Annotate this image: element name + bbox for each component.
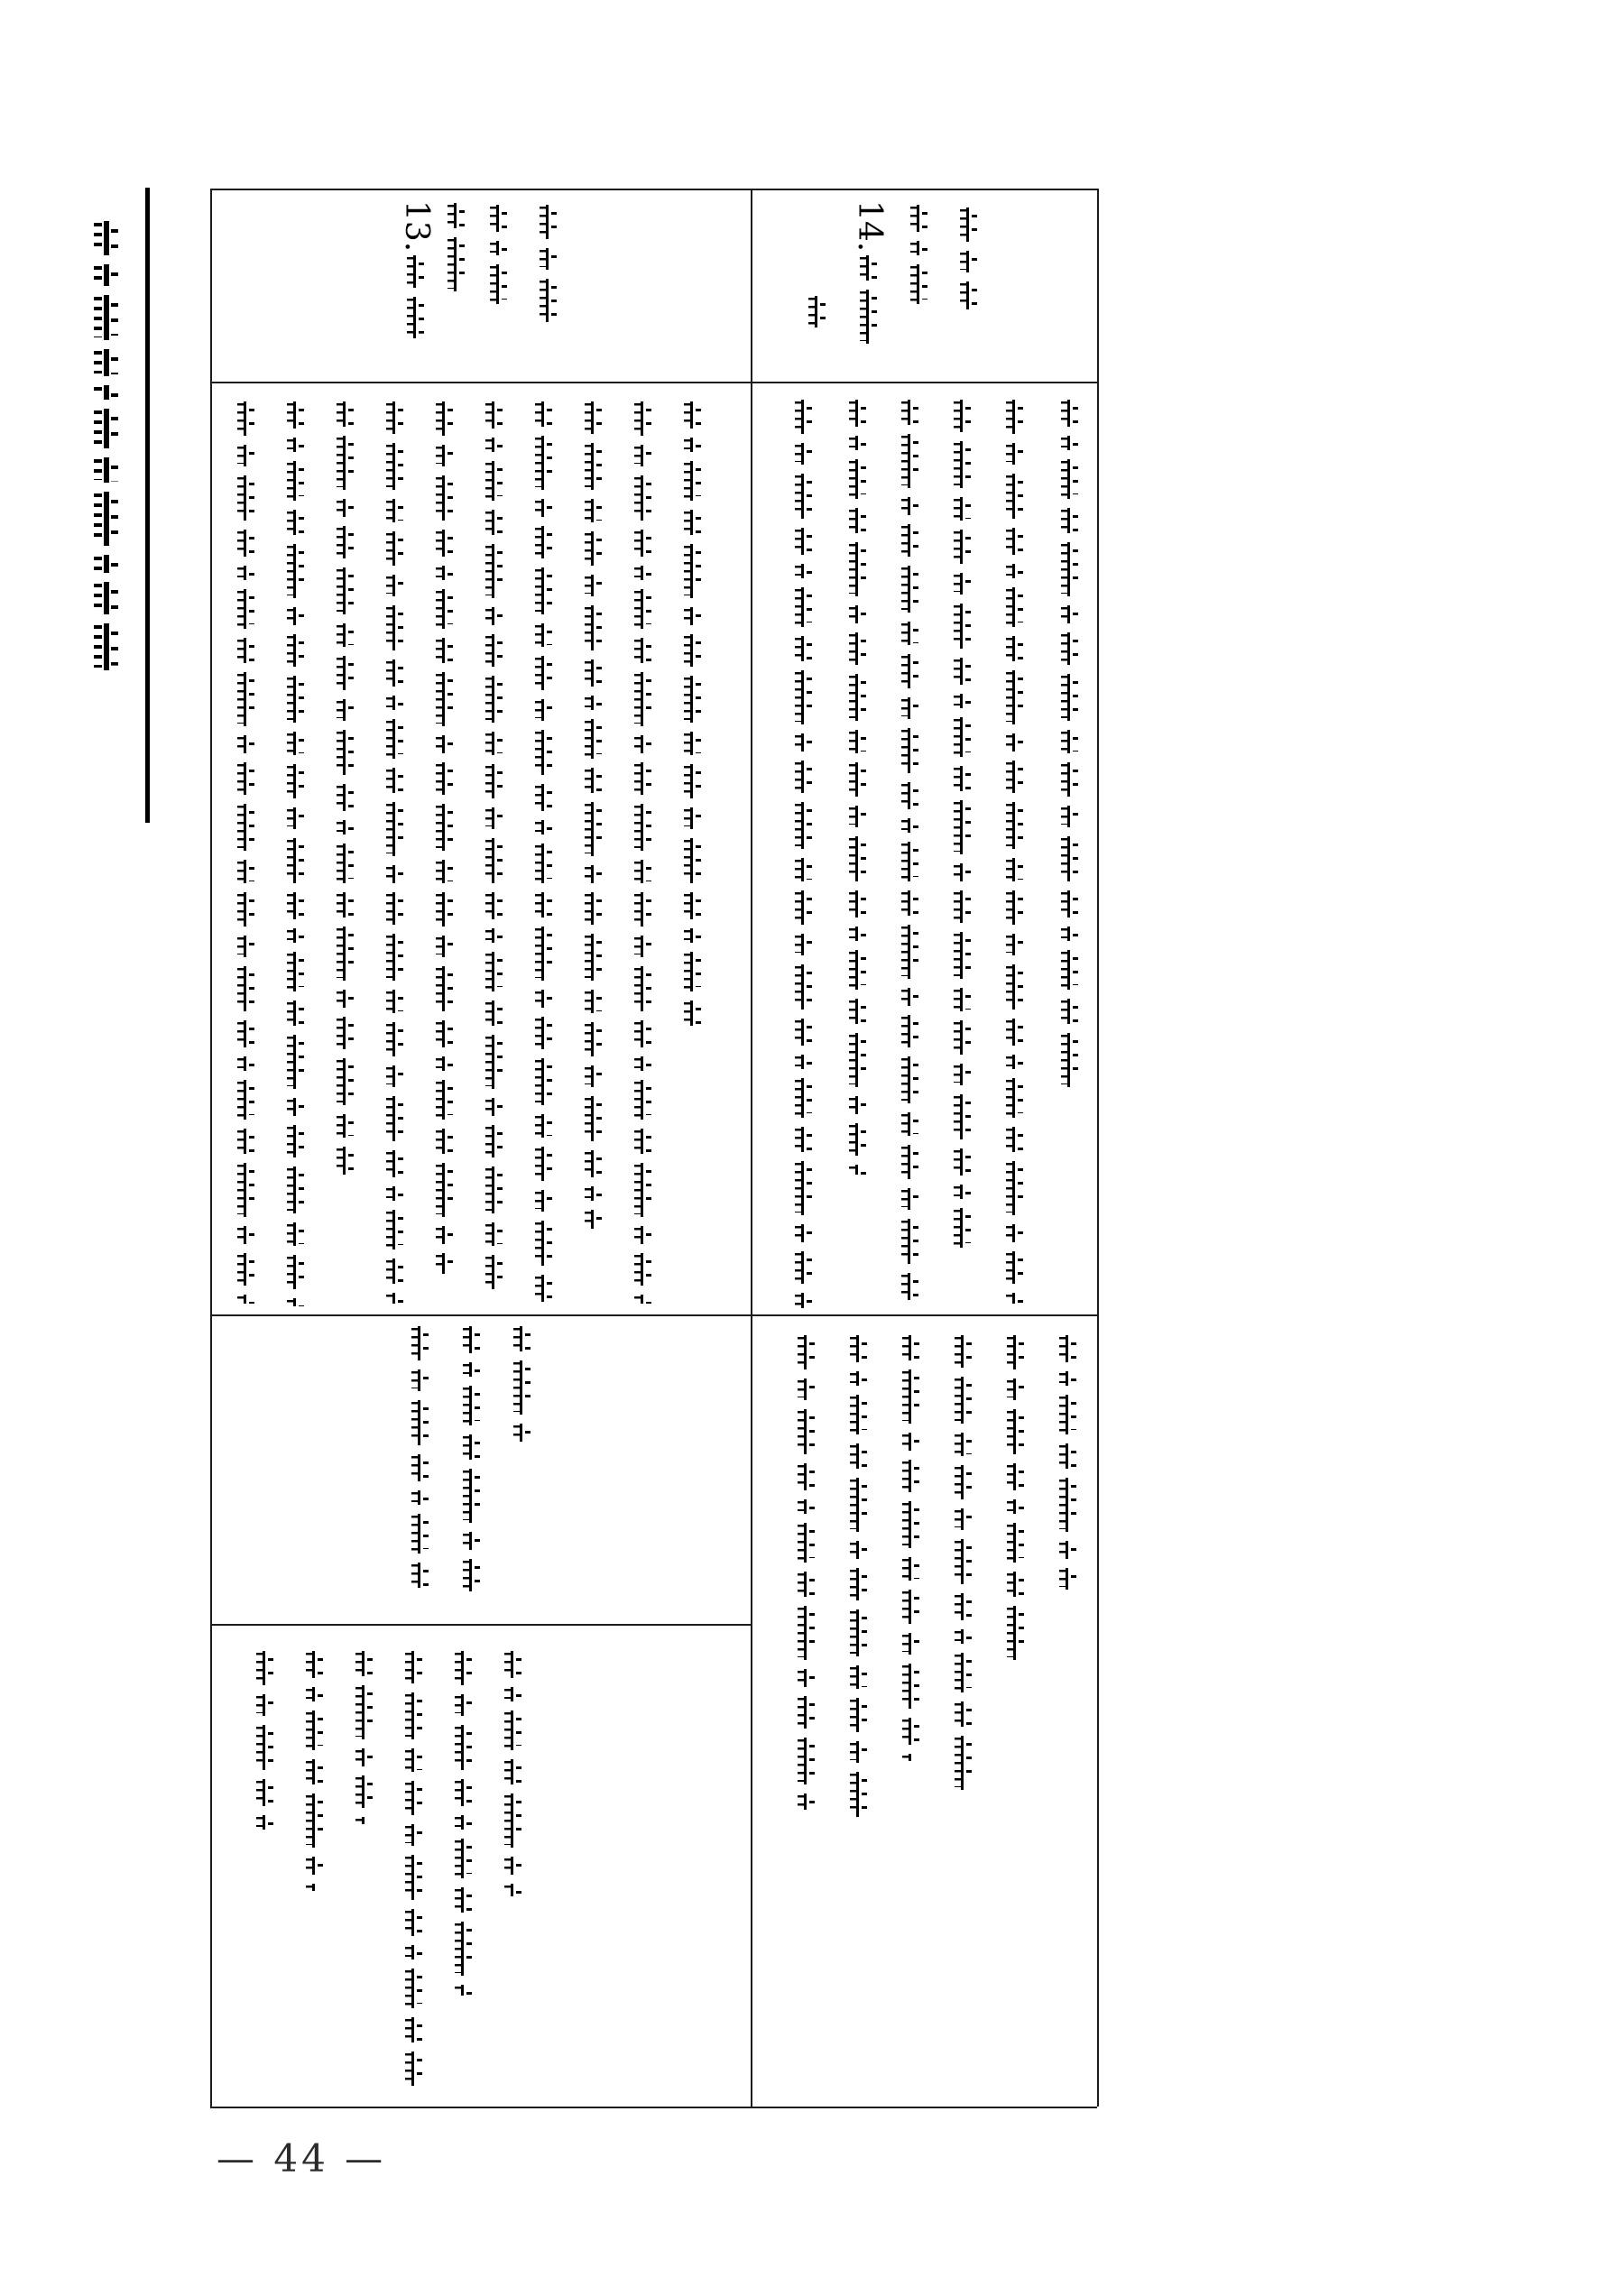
script-word	[1054, 1568, 1081, 1590]
script-word	[1054, 1443, 1081, 1469]
script-word	[844, 1541, 872, 1559]
script-word	[844, 1478, 872, 1532]
item-number: 13.	[398, 200, 435, 253]
script-word	[949, 1736, 976, 1790]
script-word	[792, 1499, 819, 1514]
script-word	[1001, 1379, 1029, 1400]
script-word	[949, 1465, 976, 1499]
script-word	[897, 1501, 924, 1548]
script-word	[897, 1664, 924, 1709]
script-word	[1054, 1335, 1081, 1362]
script-word	[844, 1772, 872, 1817]
script-word	[844, 1741, 872, 1763]
script-word	[897, 1718, 924, 1745]
script-word	[949, 1593, 976, 1620]
script-word	[844, 1698, 872, 1732]
script-word	[897, 1369, 924, 1424]
script-word	[844, 1335, 872, 1362]
script-word	[1001, 1523, 1029, 1563]
script-word	[1054, 1395, 1081, 1434]
script-word	[949, 1433, 976, 1456]
script-word	[1054, 1478, 1081, 1532]
script-word	[792, 1409, 819, 1454]
script-word	[844, 1395, 872, 1434]
script-word	[1001, 1463, 1029, 1490]
script-word	[844, 1371, 872, 1386]
script-word	[792, 1793, 819, 1810]
script-word	[792, 1572, 819, 1597]
script-word	[844, 1443, 872, 1469]
script-word	[792, 1738, 819, 1784]
script-word	[897, 1633, 924, 1655]
script-word	[792, 1335, 819, 1369]
script-word	[949, 1377, 976, 1424]
script-word	[844, 1665, 872, 1689]
script-word	[949, 1629, 976, 1644]
page-number	[217, 2136, 397, 2181]
script-word	[949, 1701, 976, 1727]
script-word	[1054, 1541, 1081, 1559]
script-word	[792, 1523, 819, 1563]
item-number: 14.	[851, 200, 888, 253]
script-word	[1001, 1499, 1029, 1514]
script-word	[1001, 1572, 1029, 1597]
script-word	[897, 1460, 924, 1492]
script-word	[897, 1557, 924, 1581]
script-word	[844, 1609, 872, 1656]
script-word	[1054, 1371, 1081, 1386]
script-word	[949, 1539, 976, 1584]
script-word	[897, 1433, 924, 1451]
script-word	[897, 1754, 924, 1761]
script-word	[792, 1379, 819, 1400]
script-word	[792, 1606, 819, 1660]
script-word	[949, 1335, 976, 1368]
script-word	[897, 1335, 924, 1360]
script-word	[844, 1568, 872, 1600]
script-word	[792, 1463, 819, 1490]
script-word	[1001, 1606, 1029, 1660]
script-word	[897, 1590, 924, 1624]
script-word	[792, 1696, 819, 1729]
script-word	[949, 1508, 976, 1530]
script-word	[1001, 1335, 1029, 1369]
script-word	[949, 1653, 976, 1692]
script-word	[792, 1669, 819, 1687]
page-number-text: — 44 —	[217, 2136, 387, 2181]
script-word	[1001, 1409, 1029, 1454]
